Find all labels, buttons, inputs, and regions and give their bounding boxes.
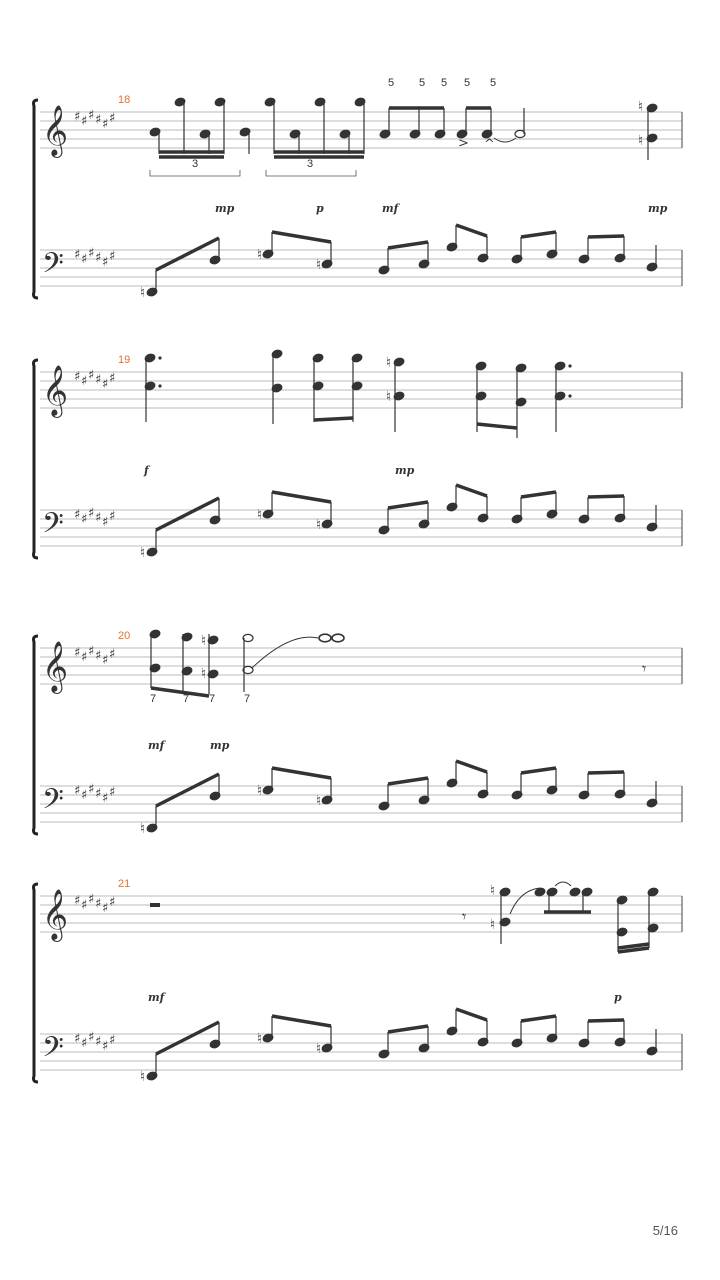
dynamic-marking: p	[316, 202, 324, 215]
sharp-sign: ♯	[102, 901, 109, 916]
triplet-number: 3	[192, 158, 199, 170]
note-beam	[272, 768, 331, 778]
natural-sign: ♮	[386, 389, 392, 405]
note-beam	[156, 774, 219, 806]
sharp-sign: ♯	[88, 368, 95, 383]
whole-note	[319, 634, 331, 642]
dynamic-marking: mf	[148, 739, 165, 752]
eighth-rest: 𝄾	[462, 907, 467, 926]
sharp-sign: ♯	[102, 791, 109, 806]
note-beam	[477, 424, 517, 428]
sharp-sign: ♯	[81, 1036, 88, 1051]
sharp-sign: ♯	[81, 788, 88, 803]
sharp-sign: ♯	[109, 249, 116, 264]
system-bracket	[34, 100, 39, 298]
sharp-sign: ♯	[109, 1033, 116, 1048]
note-beam	[156, 238, 219, 270]
sharp-sign: ♯	[81, 512, 88, 527]
measure-number: 21	[118, 878, 131, 890]
natural-sign: ♮	[257, 507, 263, 523]
tuplet-number: 5	[388, 77, 395, 89]
note-beam	[388, 502, 428, 508]
bass-clef-icon: 𝄢	[42, 1031, 64, 1071]
natural-sign: ♮	[257, 247, 263, 263]
sharp-sign: ♯	[95, 1034, 102, 1050]
natural-sign: ♮	[140, 1069, 146, 1085]
sharp-sign: ♯	[88, 506, 95, 521]
sharp-sign: ♯	[74, 369, 81, 385]
natural-sign: ♮	[316, 257, 322, 273]
sharp-sign: ♯	[102, 653, 109, 668]
sharp-sign: ♯	[102, 515, 109, 530]
augmentation-dot	[568, 364, 571, 367]
system-bracket	[34, 360, 39, 558]
sharp-sign: ♯	[95, 896, 102, 912]
dynamic-marking: mp	[215, 202, 235, 215]
note-beam	[272, 1016, 331, 1026]
dynamic-marking: mf	[382, 202, 399, 215]
natural-sign: ♮	[490, 917, 496, 933]
treble-clef-icon: 𝄞	[42, 641, 69, 692]
note-beam	[588, 772, 624, 773]
note-beam	[521, 492, 556, 497]
dynamic-marking: mp	[648, 202, 668, 215]
tuplet-number: 5	[464, 77, 471, 89]
bass-clef-icon: 𝄢	[42, 783, 64, 823]
note-beam	[388, 242, 428, 248]
natural-sign: ♮	[201, 633, 207, 649]
half-rest	[150, 903, 160, 907]
sharp-sign: ♯	[95, 372, 102, 388]
sharp-sign: ♯	[102, 377, 109, 392]
sharp-sign: ♯	[109, 371, 116, 386]
sharp-sign: ♯	[88, 782, 95, 797]
augmentation-dot	[158, 356, 161, 359]
dynamic-marking: mf	[148, 991, 165, 1004]
natural-sign: ♮	[316, 517, 322, 533]
tie-curve	[555, 882, 571, 886]
natural-sign: ♮	[386, 355, 392, 371]
note-beam	[521, 232, 556, 237]
treble-clef-icon: 𝄞	[42, 365, 69, 416]
sharp-sign: ♯	[102, 1039, 109, 1054]
sharp-sign: ♯	[81, 252, 88, 267]
treble-clef-icon: 𝄞	[42, 889, 69, 940]
eighth-rest: 𝄾	[642, 659, 647, 678]
natural-sign: ♮	[316, 1041, 322, 1057]
sharp-sign: ♯	[95, 510, 102, 526]
measure-number: 19	[118, 354, 131, 366]
sharp-sign: ♯	[109, 647, 116, 662]
note-beam	[388, 778, 428, 784]
sharp-sign: ♯	[95, 112, 102, 128]
triplet-number: 3	[307, 158, 314, 170]
note-beam	[588, 236, 624, 237]
sharp-sign: ♯	[81, 374, 88, 389]
fingering-number: 7	[183, 693, 190, 705]
treble-clef-icon: 𝄞	[42, 105, 69, 156]
note-beam	[456, 485, 487, 496]
note-beam	[588, 1020, 624, 1021]
sharp-sign: ♯	[88, 108, 95, 123]
note-beam	[151, 688, 209, 696]
tie-curve	[252, 637, 318, 668]
sharp-sign: ♯	[74, 507, 81, 523]
natural-sign: ♮	[140, 545, 146, 561]
note-beam	[521, 1016, 556, 1021]
bass-clef-icon: 𝄢	[42, 507, 64, 547]
sharp-sign: ♯	[109, 111, 116, 126]
note-beam	[272, 232, 331, 242]
sharp-sign: ♯	[74, 783, 81, 799]
page-number: 5/16	[652, 1223, 678, 1238]
tuplet-bracket	[266, 170, 356, 176]
natural-sign: ♮	[638, 99, 644, 115]
sharp-sign: ♯	[74, 1031, 81, 1047]
dynamic-marking: mp	[395, 464, 415, 477]
fingering-number: 7	[150, 693, 157, 705]
natural-sign: ♮	[257, 1031, 263, 1047]
tuplet-bracket	[150, 170, 240, 176]
measure-number: 18	[118, 94, 131, 106]
note-beam	[456, 225, 487, 236]
note-beam	[388, 1026, 428, 1032]
note-beam	[156, 498, 219, 530]
augmentation-dot	[568, 394, 571, 397]
sharp-sign: ♯	[95, 648, 102, 664]
sharp-sign: ♯	[88, 644, 95, 659]
tuplet-number: 5	[419, 77, 426, 89]
natural-sign: ♮	[490, 883, 496, 899]
note-beam	[314, 418, 353, 420]
sharp-sign: ♯	[95, 786, 102, 802]
sharp-sign: ♯	[102, 255, 109, 270]
sharp-sign: ♯	[88, 892, 95, 907]
note-beam	[156, 1022, 219, 1054]
sharp-sign: ♯	[88, 246, 95, 261]
measure-number: 20	[118, 630, 131, 642]
natural-sign: ♮	[257, 783, 263, 799]
sharp-sign: ♯	[81, 114, 88, 129]
note-beam	[521, 768, 556, 773]
sharp-sign: ♯	[102, 117, 109, 132]
tuplet-number: 5	[490, 77, 497, 89]
sharp-sign: ♯	[74, 645, 81, 661]
note-beam	[456, 1009, 487, 1020]
sharp-sign: ♯	[81, 650, 88, 665]
sharp-sign: ♯	[74, 893, 81, 909]
system-bracket	[34, 636, 39, 834]
sharp-sign: ♯	[95, 250, 102, 266]
marcato-mark: ^	[484, 137, 495, 152]
note-beam	[588, 496, 624, 497]
dynamic-marking: mp	[210, 739, 230, 752]
sharp-sign: ♯	[81, 898, 88, 913]
natural-sign: ♮	[140, 285, 146, 301]
dynamic-marking: p	[614, 991, 622, 1004]
sharp-sign: ♯	[74, 247, 81, 263]
bass-clef-icon: 𝄢	[42, 247, 64, 287]
accent-mark: >	[458, 136, 469, 151]
system-bracket	[34, 884, 39, 1082]
natural-sign: ♮	[638, 133, 644, 149]
sharp-sign: ♯	[74, 109, 81, 125]
sharp-sign: ♯	[109, 785, 116, 800]
sharp-sign: ♯	[88, 1030, 95, 1045]
whole-note	[332, 634, 344, 642]
fingering-number: 7	[209, 693, 216, 705]
sharp-sign: ♯	[109, 509, 116, 524]
tuplet-number: 5	[441, 77, 448, 89]
fingering-number: 7	[244, 693, 251, 705]
natural-sign: ♮	[316, 793, 322, 809]
sharp-sign: ♯	[109, 895, 116, 910]
augmentation-dot	[158, 384, 161, 387]
natural-sign: ♮	[140, 821, 146, 837]
note-beam	[272, 492, 331, 502]
note-beam	[456, 761, 487, 772]
natural-sign: ♮	[201, 666, 207, 682]
dynamic-marking: f	[144, 464, 149, 477]
